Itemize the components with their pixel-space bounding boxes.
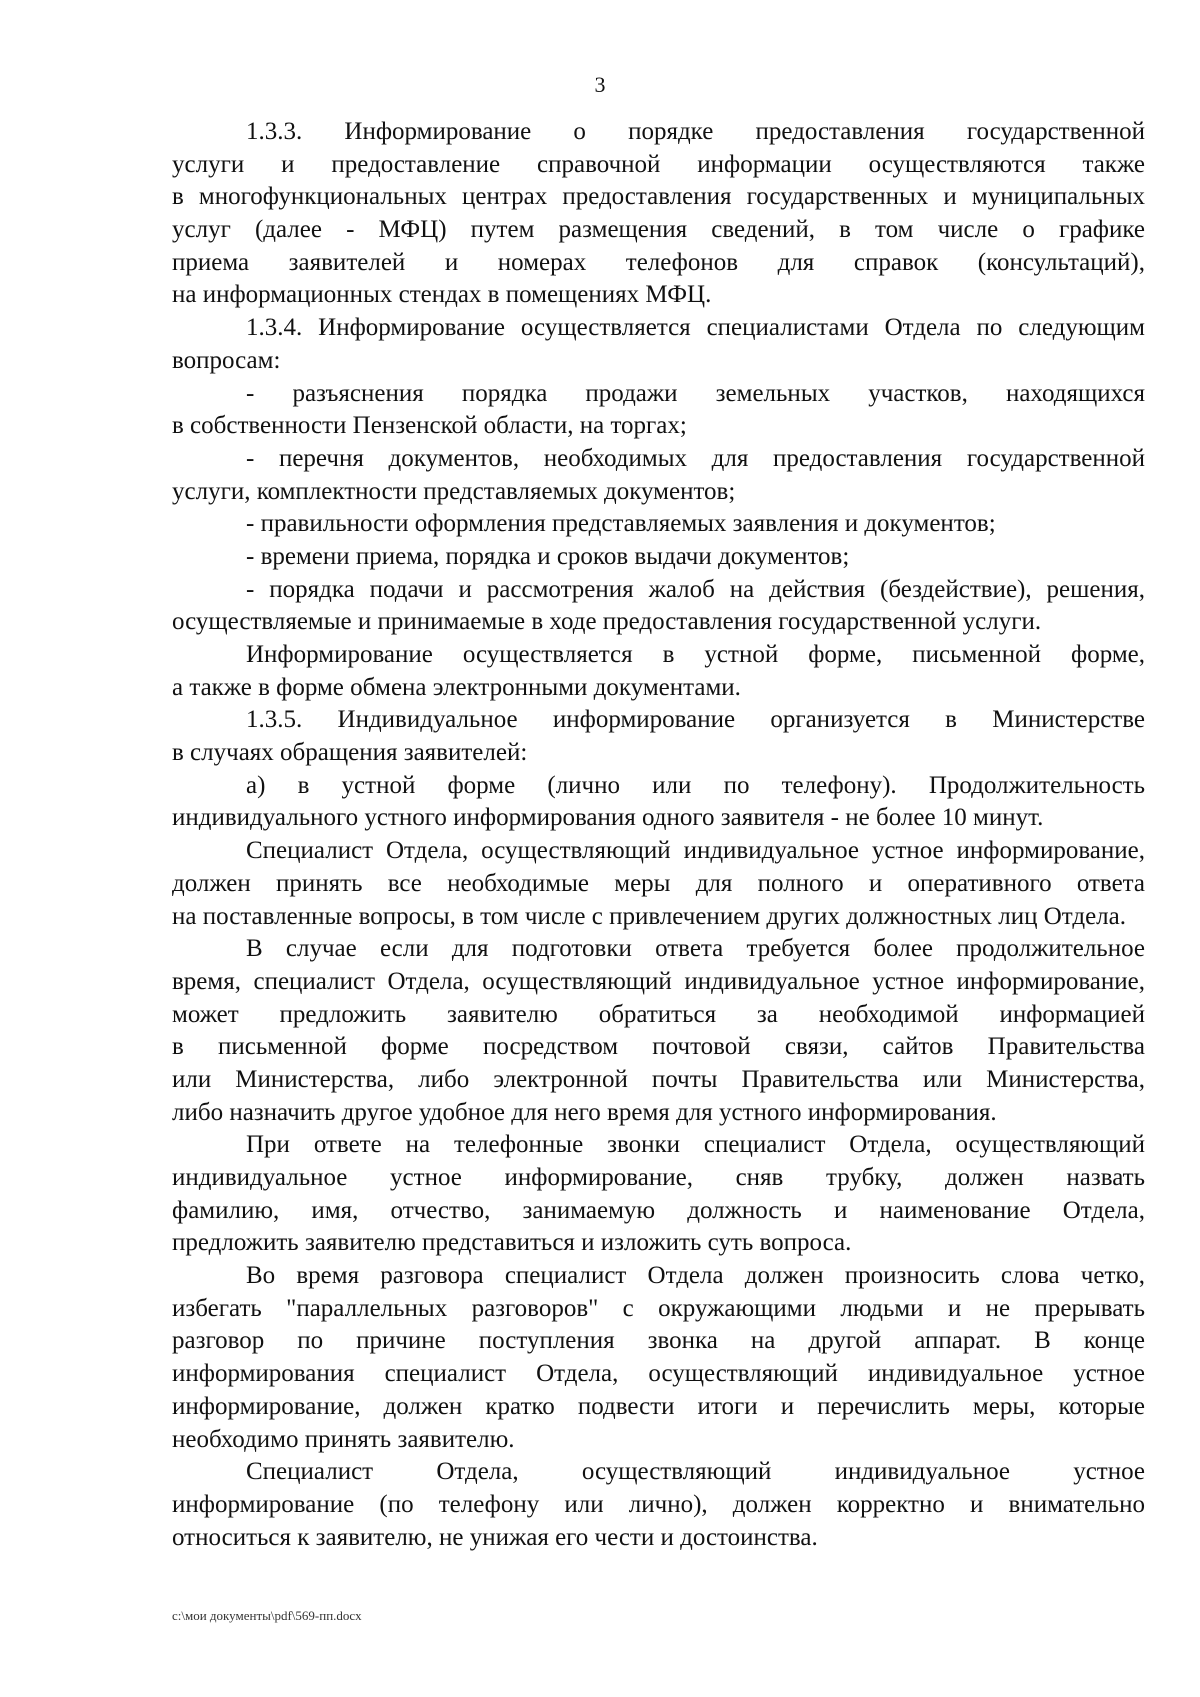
text-line: При ответе на телефонные звонки специалист Отдела, осуществляющий xyxy=(246,1131,1145,1159)
text-line: фамилию, имя, отчество, занимаемую должность и наименование Отдела, xyxy=(172,1196,1145,1224)
text-line: - перечня документов, необходимых для предоставления государственной xyxy=(246,444,1145,472)
text-line: или Министерства, либо электронной почты Правительства или Министерства, xyxy=(172,1065,1145,1093)
text-line: индивидуального устного информирования одного заявителя - не более 10 минут. xyxy=(172,804,1044,832)
text-line: должен принять все необходимые меры для полного и оперативного ответа xyxy=(172,869,1145,897)
text-line: предложить заявителю представиться и изложить суть вопроса. xyxy=(172,1229,852,1257)
text-line: вопросам: xyxy=(172,346,281,374)
text-line: в многофункциональных центрах предоставления государственных и муниципальных xyxy=(172,183,1145,211)
text-line: В случае если для подготовки ответа требуется более продолжительное xyxy=(246,935,1145,963)
paragraph xyxy=(172,704,1145,769)
text-line: услуги и предоставление справочной информации осуществляются также xyxy=(172,150,1145,178)
paragraph xyxy=(172,1260,1145,1456)
text-line: а также в форме обмена электронными документами. xyxy=(172,673,741,701)
paragraph xyxy=(172,933,1145,1129)
text-line: приема заявителей и номерах телефонов для справок (консультаций), xyxy=(172,248,1145,276)
paragraph xyxy=(172,508,1145,541)
text-line: в случаях обращения заявителей: xyxy=(172,739,528,767)
text-line: необходимо принять заявителю. xyxy=(172,1425,515,1453)
paragraph xyxy=(172,541,1145,574)
text-line: информирование, должен кратко подвести итоги и перечислить меры, которые xyxy=(172,1392,1145,1420)
text-line: Специалист Отдела, осуществляющий индивидуальное устное информирование, xyxy=(246,837,1145,865)
document-body xyxy=(172,116,1145,1554)
text-line: разговор по причине поступления звонка на другой аппарат. В конце xyxy=(172,1327,1145,1355)
paragraph xyxy=(172,1129,1145,1260)
paragraph xyxy=(172,639,1145,704)
text-line: Во время разговора специалист Отдела должен произносить слова четко, xyxy=(246,1262,1145,1290)
paragraph xyxy=(172,770,1145,835)
text-line: в письменной форме посредством почтовой связи, сайтов Правительства xyxy=(172,1033,1145,1061)
text-line: 1.3.5. Индивидуальное информирование организуется в Министерстве xyxy=(246,706,1145,734)
text-line: на поставленные вопросы, в том числе с привлечением других должностных лиц Отдела. xyxy=(172,902,1126,930)
paragraph xyxy=(172,443,1145,508)
text-line: относиться к заявителю, не унижая его чести и достоинства. xyxy=(172,1523,818,1551)
text-line: услуги, комплектности представляемых документов; xyxy=(172,477,736,505)
file-path-footer: c:\мои документы\pdf\569-пп.docx xyxy=(172,1608,362,1623)
paragraph xyxy=(172,116,1145,312)
text-line: - разъяснения порядка продажи земельных участков, находящихся xyxy=(246,379,1145,407)
text-line: - порядка подачи и рассмотрения жалоб на действия (бездействие), решения, xyxy=(246,575,1145,603)
paragraph xyxy=(172,1456,1145,1554)
text-line: избегать "параллельных разговоров" с окружающими людьми и не прерывать xyxy=(172,1294,1145,1322)
paragraph xyxy=(172,574,1145,639)
text-line: Информирование осуществляется в устной форме, письменной форме, xyxy=(246,641,1145,668)
text-line: Специалист Отдела, осуществляющий индивидуальное устное xyxy=(246,1458,1145,1486)
text-line: услуг (далее - МФЦ) путем размещения сведений, в том числе о графике xyxy=(172,216,1145,244)
text-line: 1.3.3. Информирование о порядке предоставления государственной xyxy=(246,118,1145,145)
text-line: 1.3.4. Информирование осуществляется специалистами Отдела по следующим xyxy=(246,314,1145,342)
text-line: может предложить заявителю обратиться за необходимой информацией xyxy=(172,1000,1145,1028)
paragraph xyxy=(172,835,1145,933)
text-line: - правильности оформления представляемых заявления и документов; xyxy=(246,510,996,538)
page-number: 3 xyxy=(594,72,606,97)
paragraph xyxy=(172,312,1145,377)
text-line: в собственности Пензенской области, на торгах; xyxy=(172,412,687,440)
text-line: - времени приема, порядка и сроков выдачи документов; xyxy=(246,542,850,570)
text-line: а) в устной форме (лично или по телефону). Продолжительность xyxy=(246,771,1145,799)
text-line: информирования специалист Отдела, осуществляющий индивидуальное устное xyxy=(172,1360,1145,1388)
paragraph xyxy=(172,378,1145,443)
text-line: на информационных стендах в помещениях МФЦ. xyxy=(172,281,712,309)
text-line: время, специалист Отдела, осуществляющий индивидуальное устное информирование, xyxy=(172,967,1145,995)
text-line: информирование (по телефону или лично), должен корректно и внимательно xyxy=(172,1490,1145,1518)
text-line: осуществляемые и принимаемые в ходе предоставления государственной услуги. xyxy=(172,608,1042,636)
text-line: индивидуальное устное информирование, сняв трубку, должен назвать xyxy=(172,1164,1145,1191)
text-line: либо назначить другое удобное для него время для устного информирования. xyxy=(172,1098,997,1126)
